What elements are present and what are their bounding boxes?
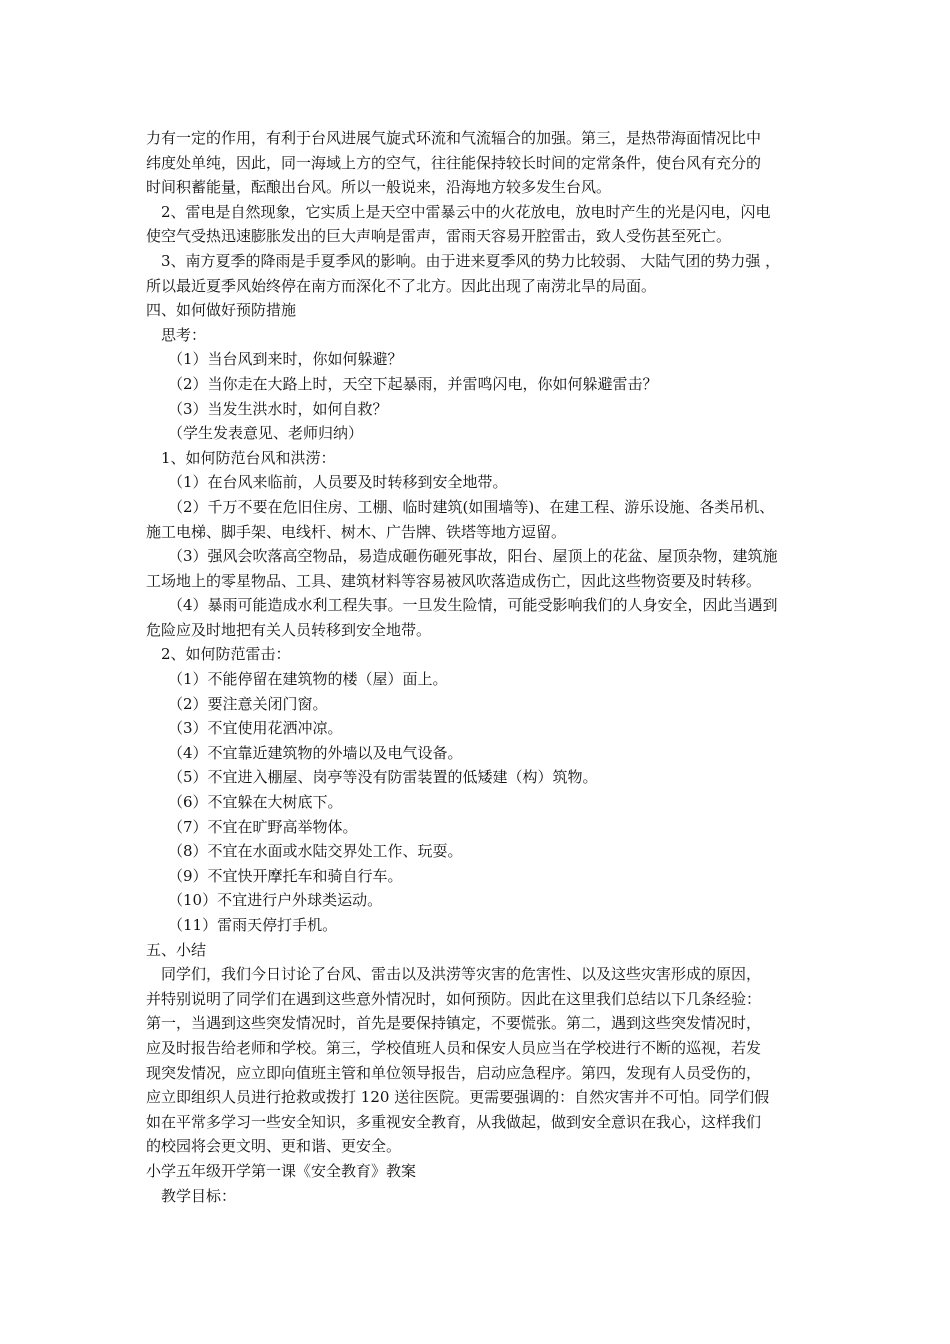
text-line: 使空气受热迅速膨胀发出的巨大声响是雷声，雷雨天容易开腔雷击，致人受伤甚至死亡。: [146, 227, 732, 246]
text-line: 如在平常多学习一些安全知识，多重视安全教育，从我做起，做到安全意识在我心，这样我们: [146, 1112, 762, 1131]
text-line: （8）不宜在水面或水陆交界处工作、玩耍。: [168, 842, 463, 861]
text-line: 的校园将会更文明、更和谐、更安全。: [146, 1137, 402, 1156]
text-line: 五、小结: [146, 940, 207, 959]
text-line: （2）千万不要在危旧住房、工棚、临时建筑(如围墙等)、在建工程、游乐设施、各类吊机、: [168, 497, 775, 516]
text-line: 现突发情况，应立即向值班主管和单位领导报告，启动应急程序。第四，发现有人员受伤的，: [146, 1063, 762, 1082]
text-line: 2、如何防范雷击：: [161, 645, 291, 664]
text-line: 应及时报告给老师和学校。第三，学校值班人员和保安人员应当在学校进行不断的巡视，若发: [146, 1038, 762, 1057]
text-line: （3）不宜使用花洒冲凉。: [168, 719, 343, 738]
text-line: 1、如何防范台风和洪涝：: [161, 448, 336, 467]
text-line: （1）在台风来临前，人员要及时转移到安全地带。: [168, 473, 508, 492]
text-line: （学生发表意见、老师归纳）: [168, 424, 364, 443]
text-line: 力有一定的作用，有利于台风进展气旋式环流和气流辐合的加强。第三，是热带海面情况比中: [146, 129, 762, 147]
text-line: 2、雷电是自然现象，它实质上是天空中雷暴云中的火花放电，放电时产生的光是闪电，闪电: [161, 202, 771, 221]
text-line: （2）当你走在大路上时，天空下起暴雨，并雷鸣闪电，你如何躲避雷击？: [168, 374, 658, 393]
text-line: 施工电梯、脚手架、电线杆、树木、广告牌、铁塔等地方逗留。: [146, 522, 567, 541]
text-line: （4）暴雨可能造成水利工程失事。一旦发生险情，可能受影响我们的人身安全，因此当遇到: [168, 596, 778, 615]
text-line: 第一，当遇到这些突发情况时，首先是要保持镇定，不要慌张。第二，遇到这些突发情况时，: [146, 1014, 762, 1033]
text-line: （10）不宜进行户外球类运动。: [168, 891, 383, 910]
text-line: （6）不宜躲在大树底下。: [168, 793, 343, 812]
text-line: 工场地上的零星物品、工具、建筑材料等容易被风吹落造成伤亡，因此这些物资要及时转移。: [146, 571, 762, 590]
text-line: 教学目标：: [161, 1186, 237, 1205]
text-line: （3）强风会吹落高空物品，易造成砸伤砸死事故，阳台、屋顶上的花盆、屋顶杂物，建筑施: [168, 547, 778, 566]
text-line: （11）雷雨天停打手机。: [168, 916, 338, 934]
text-line: 危险应及时地把有关人员转移到安全地带。: [146, 620, 432, 639]
text-line: （9）不宜快开摩托车和骑自行车。: [168, 866, 403, 885]
text-line: 所以最近夏季风始终停在南方而深化不了北方。因此出现了南涝北旱的局面。: [146, 276, 657, 295]
text-line: （1）不能停留在建筑物的楼（屋）面上。: [168, 670, 448, 689]
document-body: [146, 126, 814, 1208]
text-line: 四、如何做好预防措施: [146, 301, 297, 320]
text-line: 并特别说明了同学们在遇到这些意外情况时，如何预防。因此在这里我们总结以下几条经验：: [146, 989, 762, 1008]
text-line: 思考：: [161, 325, 207, 344]
text-line: 同学们，我们今日讨论了台风、雷击以及洪涝等灾害的危害性、以及这些灾害形成的原因，: [161, 965, 762, 984]
text-line: （3）当发生洪水时，如何自救？: [168, 399, 388, 418]
text-line: 时间积蓄能量，酝酿出台风。所以一般说来，沿海地方较多发生台风。: [146, 178, 612, 197]
text-line: 应立即组织人员进行抢救或拨打 120 送往医院。更需要强调的：自然灾害并不可怕。同学们假: [146, 1088, 770, 1107]
text-line: （2）要注意关闭门窗。: [168, 694, 328, 713]
text-line: （7）不宜在旷野高举物体。: [168, 817, 358, 836]
text-line: （5）不宜进入棚屋、岗亭等没有防雷装置的低矮建（构）筑物。: [168, 768, 598, 787]
text-line: （4）不宜靠近建筑物的外墙以及电气设备。: [168, 743, 463, 762]
text-line: 小学五年级开学第一课《安全教育》教案: [146, 1161, 417, 1180]
text-line: 纬度处单纯，因此，同一海域上方的空气，往往能保持较长时间的定常条件，使台风有充分的: [146, 153, 762, 172]
text-line: （1）当台风到来时，你如何躲避？: [168, 350, 403, 369]
text-line: 3、南方夏季的降雨是手夏季风的影响。由于进来夏季风的势力比较弱、 大陆气团的势力强 ，: [161, 251, 781, 270]
